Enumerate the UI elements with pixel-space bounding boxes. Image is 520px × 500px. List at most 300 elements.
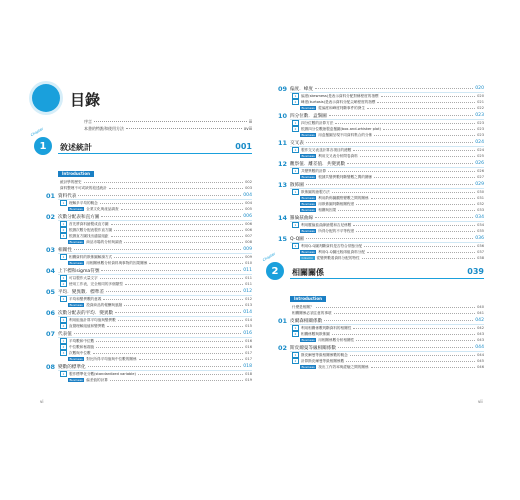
leader-dots [125, 284, 243, 285]
business-page: 017 [245, 357, 252, 361]
business-page: 025 [477, 154, 484, 158]
business-row [270, 228, 484, 234]
business-tag: Business [301, 207, 315, 212]
section-page: 014 [243, 310, 252, 315]
leader-dots [356, 340, 475, 341]
business-row [270, 132, 484, 138]
section-title: 變數的標準化 [58, 364, 86, 370]
subsection-page: 006 [245, 228, 252, 232]
section-title: 次數分配表和直方圖 [58, 214, 100, 220]
intro-label: 統計學的歷史 [60, 179, 82, 184]
business-row [270, 153, 484, 159]
subsection-page: 034 [477, 223, 484, 227]
subsection-page: 016 [245, 345, 252, 349]
subsection-label: 散佈圖的繪製方法 [301, 189, 330, 194]
section-row [38, 330, 252, 337]
leader-dots [103, 299, 243, 300]
section-row [270, 139, 484, 146]
leader-dots [109, 188, 243, 189]
leader-dots [360, 156, 475, 157]
business-tag: Business [69, 206, 83, 211]
subsection-label: 製作標準化分數(standardized variable) [69, 371, 136, 376]
subsection-page: 045 [477, 359, 484, 363]
leader-dots [335, 123, 475, 124]
leader-dots [371, 367, 476, 368]
subsection-label: 利用組值計算平均值與變異數 [69, 317, 116, 322]
leader-dots [74, 249, 241, 250]
section-title: 平均．變異數．標準差 [58, 289, 104, 295]
subsection-number-box: 1 [60, 200, 67, 207]
section-row [270, 344, 484, 351]
subsection-label: 利用Q-Q圖判斷資料是否符合常態分配 [301, 243, 363, 248]
chapter-tag: Chapter [261, 251, 277, 263]
leader-dots [374, 177, 475, 178]
subsection-page: 014 [245, 318, 252, 322]
leader-dots [126, 128, 242, 129]
subsection-label: 峰度(kurtosis)是表示資料分配尖峭程度的指標 [301, 99, 376, 104]
leader-dots [383, 129, 475, 130]
leader-dots [332, 334, 475, 335]
business-label: 利用散佈圖觀察變數之間的關係 [318, 195, 369, 200]
business-page: 008 [245, 240, 252, 244]
leader-dots [139, 359, 244, 360]
section-row [38, 192, 252, 199]
subsection-page: 023 [477, 121, 484, 125]
leader-dots [96, 347, 243, 348]
subsection-number-box: 1 [292, 325, 299, 332]
subsection-label: 根據四分位數繪製盒鬚圖(box-and-whisker plot) [301, 126, 381, 131]
leader-dots [118, 320, 243, 321]
subsection-row [38, 323, 252, 329]
subsection-label: 根據次數分配表製作直方圖 [69, 227, 113, 232]
business-tag: Business [301, 337, 315, 342]
section-title: 相關性 [58, 247, 72, 253]
business-label: 利用Q-Q圖比較兩組資料分配 [318, 249, 365, 254]
intro-page: 041 [477, 311, 484, 315]
leader-dots [381, 96, 476, 97]
leader-dots [374, 135, 475, 136]
section-title: 四分位數．盒鬚圖 [290, 113, 327, 119]
business-row [38, 356, 252, 362]
leader-dots [353, 225, 475, 226]
right-page [261, 84, 484, 414]
leader-dots [356, 204, 475, 205]
business-tag: Business [301, 364, 315, 369]
business-label: 投資商品的報酬與風險 [86, 302, 123, 307]
leader-dots [334, 313, 476, 314]
subsection-number-box: 3 [60, 233, 67, 240]
leader-dots [353, 150, 475, 151]
chapter-page: 039 [467, 267, 484, 276]
business-tag: Business [301, 228, 315, 233]
intro-row [38, 185, 252, 191]
leader-dots [367, 108, 475, 109]
subsection-number-box: 1 [292, 120, 299, 127]
section-page: 042 [475, 318, 484, 323]
business-page: 046 [477, 365, 484, 369]
leader-dots [306, 184, 473, 185]
section-row [270, 112, 484, 119]
business-page: 043 [477, 338, 484, 342]
section-number: 06 [45, 308, 55, 317]
subsection-label: 斯皮爾曼等級相關係數的概念 [301, 352, 348, 357]
leader-dots [111, 236, 244, 237]
section-page: 024 [475, 140, 484, 145]
subsection-label: 平均和變異數的意義 [69, 296, 102, 301]
subsection-label: 利用相關係數判斷資料的相關性 [301, 325, 352, 330]
leader-dots [356, 231, 475, 232]
subsection-number-box: 1 [60, 254, 67, 261]
toc-title-block [38, 84, 252, 118]
title-circle-icon [32, 84, 60, 112]
subsection-page: 011 [245, 276, 252, 280]
leader-dots [114, 230, 243, 231]
section-row [270, 317, 484, 324]
section-number: 07 [45, 329, 55, 338]
intro-row [270, 310, 484, 316]
intro-label: 相關關係必須注意的事項 [292, 310, 332, 315]
business-label: 從偏度和峰度判斷事件的發生 [318, 105, 365, 110]
section-number: 13 [277, 180, 287, 189]
section-row [38, 213, 252, 220]
section-number: 11 [277, 138, 287, 147]
subsection-page: 021 [477, 100, 484, 104]
business-label: 用相關係數分析資料與事物的因果關係 [86, 260, 148, 265]
section-row [270, 85, 484, 92]
subsection-label: 直覺理解組值和變異數 [69, 323, 105, 328]
section-row [270, 235, 484, 242]
business-label: 用盒鬚圖呈現不同資料集合的分佈 [318, 132, 373, 137]
leader-dots [111, 224, 244, 225]
intro-page: 002 [245, 180, 252, 184]
subsection-number-box: 1 [292, 147, 299, 154]
section-row [270, 181, 484, 188]
section-page: 006 [243, 214, 252, 219]
business-tag: Business [301, 132, 315, 137]
subsection-label: 平均數和中位數 [69, 338, 95, 343]
intro-label: 什麼是相關？ [292, 304, 314, 309]
page-number-left: vi [40, 399, 44, 404]
leader-dots [353, 328, 475, 329]
leader-dots [149, 263, 243, 264]
leader-dots [315, 217, 473, 218]
subsection-number-box: 1 [60, 317, 67, 324]
section-number: 10 [277, 111, 287, 120]
leader-dots [94, 121, 247, 122]
leader-dots [100, 278, 243, 279]
subsection-number-box: 2 [292, 126, 299, 133]
subsection-page: 004 [245, 201, 252, 205]
subsection-page: 016 [245, 339, 252, 343]
subsection-row [38, 281, 252, 287]
leader-dots [364, 246, 475, 247]
business-page: 032 [477, 202, 484, 206]
subsection-label: 利用羅倫茲曲線繪製和吉尼係數 [301, 222, 352, 227]
section-page: 018 [243, 364, 252, 369]
chapter-page: 001 [235, 142, 252, 151]
subsection-label: 首先將資料繪製成直方圖 [69, 221, 109, 226]
chapter-number-badge: 2 [266, 262, 284, 280]
leader-dots [110, 380, 243, 381]
subsection-number-box: 1 [60, 338, 67, 345]
subsection-label: 四分位數的計算方法 [301, 120, 334, 125]
leader-dots [124, 305, 243, 306]
business-page: 038 [477, 256, 484, 260]
subsection-number-box: 1 [292, 352, 299, 359]
subsection-number-box: 1 [292, 243, 299, 250]
section-title: 次數分配表的平均．變異數 [58, 310, 114, 316]
business-tag: Business [301, 153, 315, 158]
section-number: 01 [45, 191, 55, 200]
section-number: 15 [277, 234, 287, 243]
subsection-label: 理解多平均的概念 [69, 200, 98, 205]
intro-page: 003 [245, 186, 252, 190]
section-list [38, 192, 252, 383]
subsection-label: 計算斯皮爾曼等級相關係數 [301, 358, 345, 363]
subsection-label: 偏度(skewness)是表示資料分配對稱程度的指標 [301, 93, 379, 98]
business-page: 022 [477, 106, 484, 110]
section-page: 036 [475, 236, 484, 241]
subsection-label: 可以製作大量文字 [69, 275, 98, 280]
business-label: 企業文化與產品調查 [86, 206, 119, 211]
leader-dots [332, 192, 475, 193]
section-number: 09 [277, 84, 287, 93]
chapter-number-badge: 1 [34, 137, 52, 155]
section-row [38, 363, 252, 370]
subsection-number-box: 2 [60, 281, 67, 288]
section-title: 羅倫茲曲線 [290, 215, 313, 221]
subsection-number-box: 1 [292, 222, 299, 229]
business-label: 偏差值的計算 [86, 377, 108, 382]
section-number: 02 [277, 343, 287, 352]
business-row [270, 207, 484, 213]
leader-dots [101, 216, 241, 217]
business-page: 035 [477, 229, 484, 233]
leader-dots [88, 366, 242, 367]
chapter-tag: Chapter [29, 126, 45, 138]
leader-dots [377, 102, 475, 103]
business-tag: Business [69, 356, 83, 361]
section-page: 023 [475, 113, 484, 118]
business-tag: Business [69, 260, 83, 265]
section-title: 代表值 [58, 331, 72, 337]
business-label: 找出工作效率與經驗之間的關係 [318, 364, 369, 369]
subsection-number-box: 2 [60, 227, 67, 234]
subsection-number-box: 2 [292, 99, 299, 106]
leader-dots [96, 341, 243, 342]
section-title: 觀察值．離差值．共變異數 [290, 161, 346, 167]
preface-page: iii [248, 119, 252, 124]
business-tag: Business [301, 249, 315, 254]
section-page: 020 [475, 86, 484, 91]
section-row [38, 267, 252, 274]
subsection-page: 017 [245, 351, 252, 355]
section-number: 02 [45, 212, 55, 221]
business-page: 027 [477, 175, 484, 179]
business-tag: Business [301, 174, 315, 179]
subsection-label: 相關資料的散佈圖解讀方式 [69, 254, 113, 259]
preface-row [38, 118, 252, 125]
preface-list [38, 118, 252, 132]
leader-dots [328, 171, 475, 172]
leader-dots [306, 142, 473, 143]
leader-dots [74, 333, 241, 334]
business-page: 005 [245, 207, 252, 211]
section-page: 012 [243, 289, 252, 294]
subsection-page: 043 [477, 332, 484, 336]
preface-label: 序言 [84, 118, 92, 124]
intro-page: 040 [477, 305, 484, 309]
leader-dots [124, 242, 243, 243]
business-tag: Column [301, 255, 313, 260]
section-list [270, 317, 484, 370]
leader-dots [338, 210, 475, 211]
business-page: 031 [477, 196, 484, 200]
business-label: 用相關係數分析相關性 [318, 337, 355, 342]
section-number: 12 [277, 159, 287, 168]
subsection-label: 根據直方圖找出適當組距 [69, 233, 109, 238]
subsection-page: 024 [477, 148, 484, 152]
section-page: 009 [243, 247, 252, 252]
business-page: 010 [245, 261, 252, 265]
leader-dots [338, 347, 473, 348]
leader-dots [346, 361, 475, 362]
business-row [38, 302, 252, 308]
leader-dots [362, 258, 476, 259]
chapter-title: 敘述統計 [60, 143, 92, 152]
leader-dots [106, 291, 241, 292]
page-title: 目錄 [70, 91, 101, 109]
subsection-label: 相關係數與散佈圖 [301, 331, 330, 336]
chapter-rule [290, 278, 484, 279]
page-number-right: vii [478, 399, 483, 404]
business-page: 023 [477, 133, 484, 137]
section-title: 偏度．峰度 [290, 86, 313, 92]
subsection-number-box: 1 [292, 168, 299, 175]
subsection-number-box: 1 [60, 296, 67, 303]
section-list [270, 85, 484, 261]
business-row [38, 206, 252, 212]
business-label: 利用交叉表分析問卷資料 [318, 153, 358, 158]
section-number: 01 [277, 316, 287, 325]
subsection-page: 006 [245, 222, 252, 226]
subsection-number-box: 1 [292, 93, 299, 100]
leader-dots [107, 326, 243, 327]
subsection-number-box: 2 [60, 323, 67, 330]
introduction-label: Introduction [290, 296, 326, 302]
section-row [38, 288, 252, 295]
subsection-page: 036 [477, 244, 484, 248]
subsection-page: 015 [245, 324, 252, 328]
business-tag: Business [301, 105, 315, 110]
business-row [270, 337, 484, 343]
business-row [38, 260, 252, 266]
leader-dots [315, 88, 473, 89]
subsection-label: 中位數和極端值 [69, 344, 95, 349]
business-page: 037 [477, 250, 484, 254]
subsection-number-box: 1 [60, 221, 67, 228]
section-page: 029 [475, 182, 484, 187]
business-row [270, 105, 484, 111]
section-number: 08 [45, 362, 55, 371]
leader-dots [100, 203, 243, 204]
section-row [38, 246, 252, 253]
section-title: 皮爾森相關係數 [290, 318, 323, 324]
subsection-number-box: 2 [60, 344, 67, 351]
chapter-rule [58, 153, 252, 154]
section-row [270, 160, 484, 167]
section-page: 026 [475, 161, 484, 166]
subsection-page: 018 [245, 372, 252, 376]
business-tag: Business [69, 377, 83, 382]
business-label: 所得分配的不平等程度 [318, 228, 355, 233]
leader-dots [347, 163, 473, 164]
business-row [38, 239, 252, 245]
leader-dots [138, 374, 243, 375]
section-page: 016 [243, 331, 252, 336]
intro-list [38, 179, 252, 191]
business-label: 相關與因果 [318, 207, 337, 212]
preface-label: 本書的特點和使用方法 [84, 125, 124, 131]
business-label: 從變異數看資料分配的特性 [316, 255, 360, 260]
subsection-page: 020 [477, 94, 484, 98]
section-row [38, 309, 252, 316]
business-row [38, 377, 252, 383]
leader-dots [93, 353, 244, 354]
section-number: 03 [45, 245, 55, 254]
leader-dots [371, 198, 476, 199]
business-label: 對比所得平均值與中位數的關係 [86, 356, 137, 361]
business-tag: Business [301, 201, 315, 206]
subsection-number-box: 1 [60, 275, 67, 282]
section-page: 044 [475, 345, 484, 350]
business-label: 用散佈圖判斷相關程度 [318, 201, 355, 206]
subsection-label: 次數與中位數 [69, 350, 91, 355]
subsection-page: 007 [245, 234, 252, 238]
leader-dots [367, 252, 475, 253]
business-tag: Business [69, 239, 83, 244]
section-title: 散佈圖 [290, 182, 304, 188]
subsection-page: 042 [477, 326, 484, 330]
business-row [270, 255, 484, 261]
subsection-label: 共變異數的計算 [301, 168, 327, 173]
intro-label: 資料整理不可或缺的敘述統計 [60, 185, 107, 190]
leader-dots [101, 270, 241, 271]
section-title: 交叉表 [290, 140, 304, 146]
business-tag: Business [69, 302, 83, 307]
preface-page: xviii [243, 126, 252, 131]
section-title: Q-Q圖 [290, 236, 304, 242]
section-page: 004 [243, 193, 252, 198]
business-label: 商品市場的分析與調查 [86, 239, 123, 244]
leader-dots [306, 238, 473, 239]
introduction-label: Introduction [58, 171, 94, 177]
business-tag: Business [301, 195, 315, 200]
subsection-number-box: 3 [60, 350, 67, 357]
preface-row [38, 125, 252, 132]
business-page: 019 [245, 378, 252, 382]
leader-dots [78, 195, 241, 196]
subsection-number-box: 2 [292, 358, 299, 365]
subsection-number-box: 1 [60, 371, 67, 378]
section-number: 04 [45, 266, 55, 275]
business-page: 013 [245, 303, 252, 307]
subsection-label: 使用工作表，完全相同的多個類型 [69, 281, 123, 286]
leader-dots [114, 257, 243, 258]
subsection-number-box: 2 [292, 331, 299, 338]
section-title: 上下標和sigma符號 [58, 268, 100, 274]
leader-dots [316, 307, 476, 308]
